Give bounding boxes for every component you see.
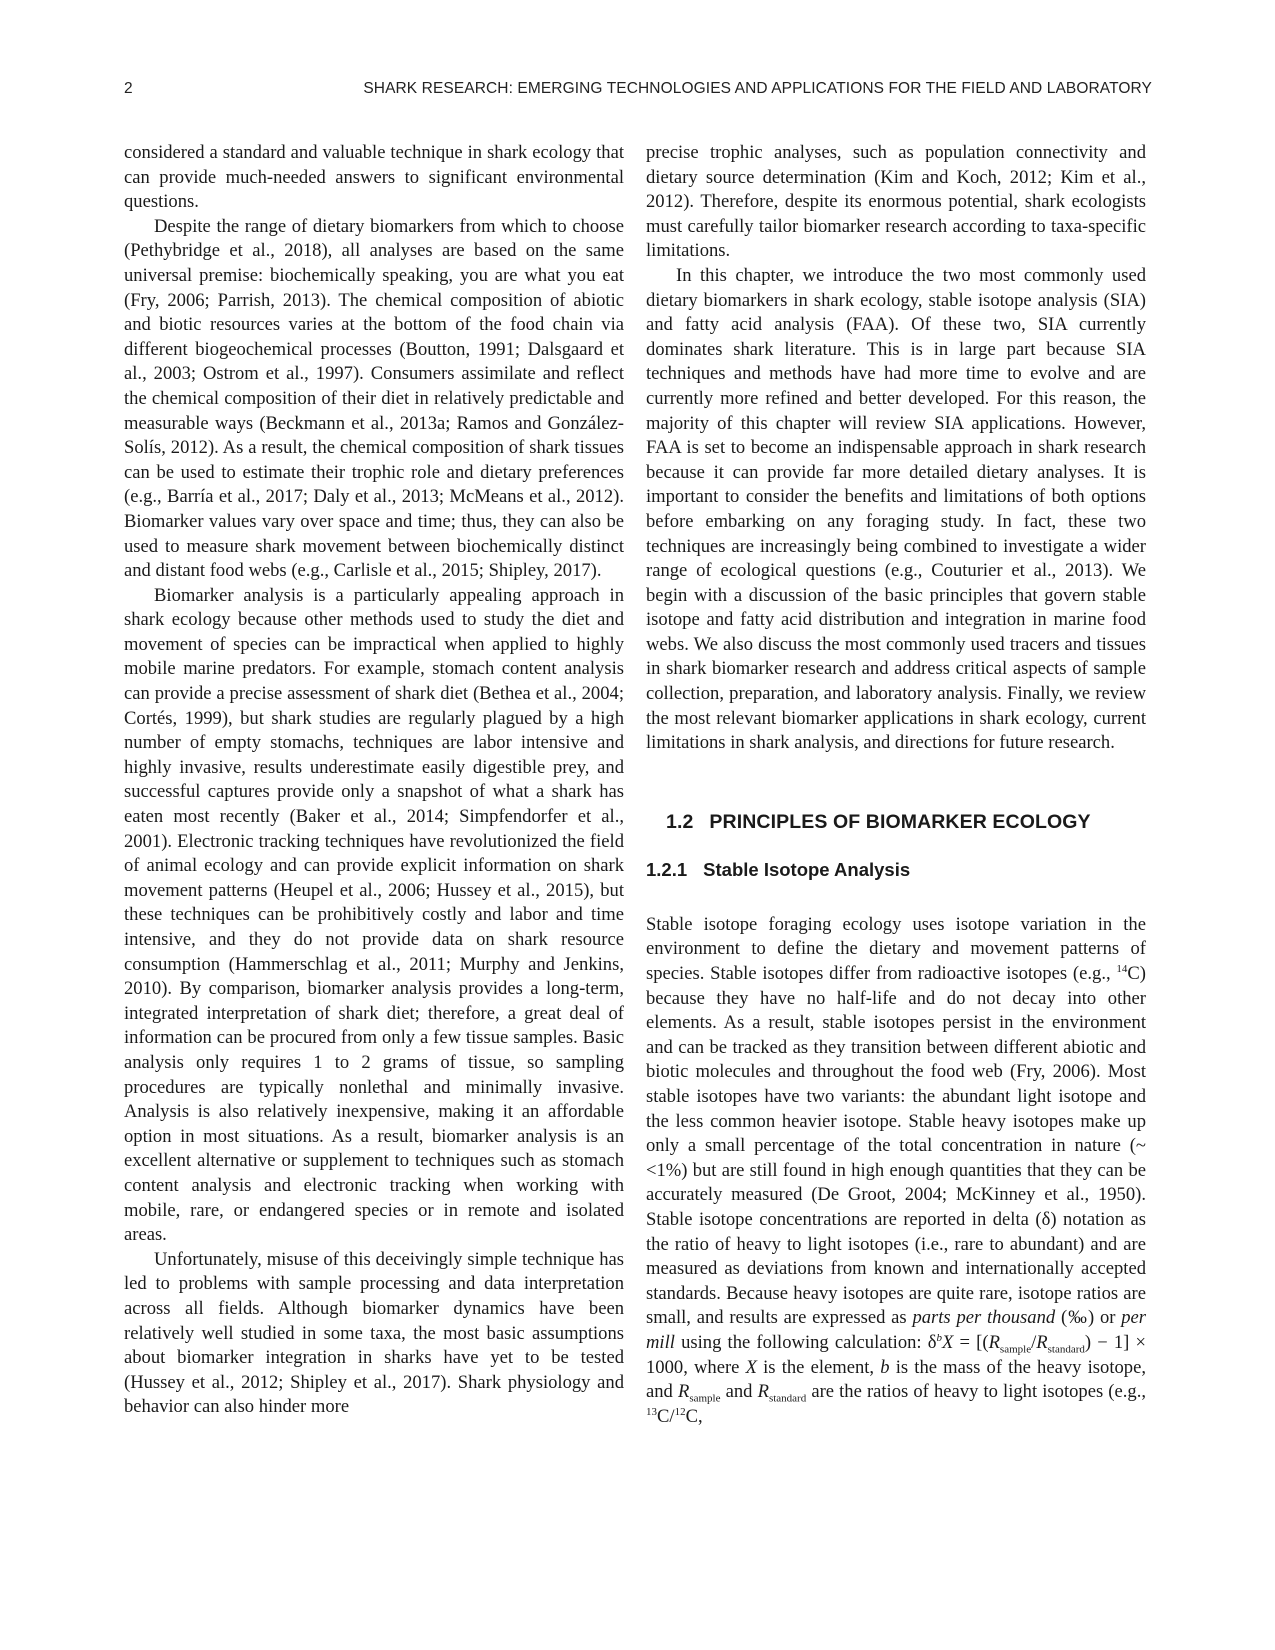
subsection-heading: [646, 857, 1146, 883]
subsection-title: Stable Isotope Analysis: [703, 858, 911, 880]
page-number: 2: [124, 80, 133, 97]
paragraph: Biomarker analysis is a particularly appealing approach in shark ecology because other methods used to study the diet and movement of species can be impractical when applied to highly mobile marine predators. For example, stomach content analysis can provide a precise assessment of shark diet (Bethea et al., 2004; Cortés, 1999), but shark studies are regularly plagued by a high number of empty stomachs, techniques are labor intensive and highly invasive, results underestimate easily digestible prey, and successful captures provide only a snapshot of what a shark has eaten most recently (Baker et al., 2014; Simpfendorfer et al., 2001). Electronic tracking techniques have revolutionized the field of animal ecology and can provide explicit information on shark movement patterns (Heupel et al., 2006; Hussey et al., 2015), but these techniques can be prohibitively costly and labor and time intensive, and they do not provide data on shark resource consumption (Hammerschlag et al., 2011; Murphy and Jenkins, 2010). By comparison, biomarker analysis provides a long-term, integrated interpretation of shark diet; therefore, a great deal of information can be procured from only a few tissue samples. Basic analysis only requires 1 to 2 grams of tissue, so sampling procedures are typically nonlethal and minimally invasive. Analysis is also relatively inexpensive, making it an affordable option in most situations. As a result, biomarker analysis is an excellent alternative or supplement to techniques such as stomach content analysis and electronic tracking when working with mobile, rare, or endangered species or in remote and isolated areas.: [124, 584, 624, 1246]
paragraph: precise trophic analyses, such as population connectivity and dietary source determination (Kim and Koch, 2012; Kim et al., 2012). Therefore, despite its enormous potential, shark ecologists must carefully tailor biomarker research according to taxa-specific limitations.: [646, 142, 1146, 262]
paragraph: Despite the range of dietary biomarkers from which to choose (Pethybridge et al., 2018), all analyses are based on the same universal premise: biochemically speaking, you are what you eat (Fry, 2006; Parrish, 2013). The chemical composition of abiotic and biotic resources varies at the bottom of the food chain via different biogeochemical processes (Boutton, 1991; Dalsgaard et al., 2003; Ostrom et al., 1997). Consumers assimilate and reflect the chemical composition of their diet in relatively predictable and measurable ways (Beckmann et al., 2013a; Ramos and González-Solís, 2012). As a result, the chemical composition of shark tissues can be used to estimate their trophic role and dietary preferences (e.g., Barría et al., 2017; Daly et al., 2013; McMeans et al., 2012). Biomarker values vary over space and time; thus, they can also be used to measure shark movement between biochemically distinct and distant food webs (e.g., Carlisle et al., 2015; Shipley, 2017).: [124, 215, 624, 582]
paragraph-with-formula: Stable isotope foraging ecology uses isotope variation in the environment to define the dietary and movement patterns of species. Stable isotopes differ from radioactive isotopes (e.g., $^{14}$C) because they have no half-life and do not decay into other elements. As a result, stable isotopes persist in the environment and can be tracked as they transition between different abiotic and biotic molecules and throughout the food web (Fry, 2006). Most stable isotopes have two variants: the abundant light isotope and the less common heavier isotope. Stable heavy isotopes make up only a small percentage of the total concentration in nature (~ <1%) but are still found in high enough quantities that they can be accurately measured (De Groot, 2004; McKinney et al., 1950). Stable isotope concentrations are reported in delta (δ) notation as the ratio of heavy to light isotopes (i.e., rare to abundant) and are measured as deviations from known and internationally accepted standards. Because heavy isotopes are quite rare, isotope ratios are small, and results are expressed as parts per thousand (‰) or per mill using the following calculation: $\delta^bX = [(R_{sample}/R_{standard}) - 1] \times 1000$, where X is the element, b is the mass of the heavy isotope, and $R_{sample}$ and $R_{standard}$ are the ratios of heavy to light isotopes (e.g., $^{13}$C/$^{12}$C,: [646, 913, 1146, 1427]
paragraph: considered a standard and valuable technique in shark ecology that can provide much-needed answers to significant environmental questions.: [124, 142, 624, 213]
running-title: SHARK RESEARCH: EMERGING TECHNOLOGIES AND APPLICATIONS FOR THE FIELD AND LABORATORY: [363, 80, 1152, 97]
subsection-number: 1.2.1: [646, 858, 688, 880]
left-column: [124, 141, 624, 1420]
right-column: [646, 141, 1146, 1429]
running-header: [124, 80, 1152, 102]
paragraph: In this chapter, we introduce the two most commonly used dietary biomarkers in shark ecology, stable isotope analysis (SIA) and fatty acid analysis (FAA). Of these two, SIA currently dominates shark literature. This is in large part because SIA techniques and methods have had more time to evolve and are currently more refined and better developed. For this reason, the majority of this chapter will review SIA applications. However, FAA is set to become an indispensable approach in shark research because it can provide far more detailed dietary analyses. It is important to consider the benefits and limitations of both options before embarking on any foraging study. In fact, these two techniques are increasingly being combined to investigate a wider range of ecological questions (e.g., Couturier et al., 2013). We begin with a discussion of the basic principles that govern stable isotope and fatty acid distribution and integration in marine food webs. We also discuss the most commonly used tracers and tissues in shark biomarker research and address critical aspects of sample collection, preparation, and laboratory analysis. Finally, we review the most relevant biomarker applications in shark ecology, current limitations in shark analysis, and directions for future research.: [646, 264, 1146, 754]
section-heading: [666, 809, 1146, 835]
section-title: PRINCIPLES OF BIOMARKER ECOLOGY: [709, 810, 1091, 833]
section-number: 1.2: [666, 810, 694, 833]
paragraph: Unfortunately, misuse of this deceivingly simple technique has led to problems with sample processing and data interpretation across all fields. Although biomarker dynamics have been relatively well studied in some taxa, the most basic assumptions about biomarker integration in sharks have yet to be tested (Hussey et al., 2012; Shipley et al., 2017). Shark physiology and behavior can also hinder more: [124, 1248, 624, 1418]
